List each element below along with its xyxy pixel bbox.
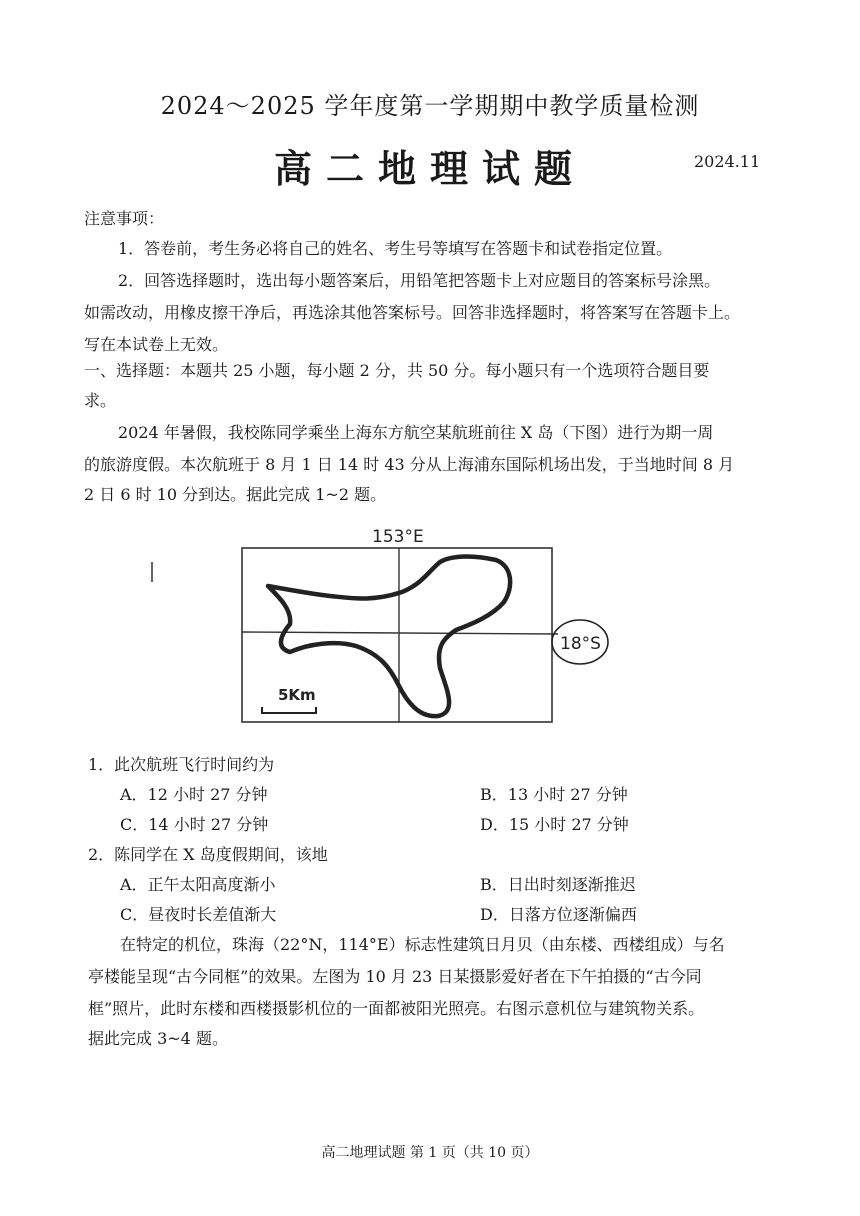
passage-1-line-2: 的旅游度假。本次航班于 8 月 1 日 14 时 43 分从上海浦东国际机场出发，于当地时间 8 月 [84, 455, 735, 474]
question-2-option-b: B．日出时刻逐渐推迟 [480, 875, 636, 894]
notes-item-2-line-3: 写在本试卷上无效。 [84, 335, 229, 354]
passage-2-line-1: 在特定的机位，珠海（22°N，114°E）标志性建筑日月贝（由东楼、西楼组成）与名 [120, 935, 725, 954]
page-footer: 高二地理试题 第 1 页（共 10 页） [321, 1145, 539, 1161]
longitude-label: 153°E [372, 527, 424, 547]
passage-2-line-3: 框”照片，此时东楼和西楼摄影机位的一面都被阳光照亮。右图示意机位与建筑物关系。 [88, 999, 705, 1018]
question-2-stem: 2．陈同学在 X 岛度假期间，该地 [88, 845, 328, 864]
scale-label: 5Km [278, 686, 316, 704]
passage-2-line-2: 亭楼能呈现“古今同框”的效果。左图为 10 月 23 日某摄影爱好者在下午拍摄的“古今同 [88, 967, 702, 986]
notes-item-2-line-2: 如需改动，用橡皮擦干净后，再选涂其他答案标号。回答非选择题时，将答案写在答题卡上。 [84, 303, 741, 322]
question-1-option-b: B．13 小时 27 分钟 [480, 785, 628, 804]
parallel-18s [242, 632, 558, 634]
notes-item-1: 1．答卷前，考生务必将自己的姓名、考生号等填写在答题卡和试卷指定位置。 [118, 239, 673, 258]
passage-1-line-1: 2024 年暑假，我校陈同学乘坐上海东方航空某航班前往 X 岛（下图）进行为期一周 [118, 423, 714, 442]
subject-title: 高二地理试题 [273, 146, 586, 191]
notes-item-2-line-1: 2．回答选择题时，选出每小题答案后，用铅笔把答题卡上对应题目的答案标号涂黑。 [118, 271, 721, 290]
passage-2-line-4: 据此完成 3~4 题。 [88, 1029, 228, 1048]
question-2-option-a: A．正午太阳高度渐小 [120, 875, 276, 894]
notes-heading: 注意事项： [84, 209, 165, 228]
section-1-heading-line-1: 一、选择题：本题共 25 小题，每小题 2 分，共 50 分。每小题只有一个选项符合题目要 [84, 361, 710, 380]
island-map [140, 520, 660, 730]
latitude-label: 18°S [560, 634, 601, 654]
scale-bar [262, 707, 316, 713]
question-2-option-c: C．昼夜时长差值渐大 [120, 905, 277, 924]
exam-title: 2024～2025 学年度第一学期期中教学质量检测 [160, 92, 700, 120]
question-1-option-d: D．15 小时 27 分钟 [480, 815, 629, 834]
exam-date: 2024.11 [694, 152, 761, 171]
question-1-option-c: C．14 小时 27 分钟 [120, 815, 269, 834]
question-1-option-a: A．12 小时 27 分钟 [120, 785, 268, 804]
passage-1-line-3: 2 日 6 时 10 分到达。据此完成 1~2 题。 [84, 485, 387, 504]
question-1-stem: 1．此次航班飞行时间约为 [88, 755, 275, 774]
section-1-heading-line-2: 求。 [84, 391, 117, 410]
question-2-option-d: D．日落方位逐渐偏西 [480, 905, 637, 924]
